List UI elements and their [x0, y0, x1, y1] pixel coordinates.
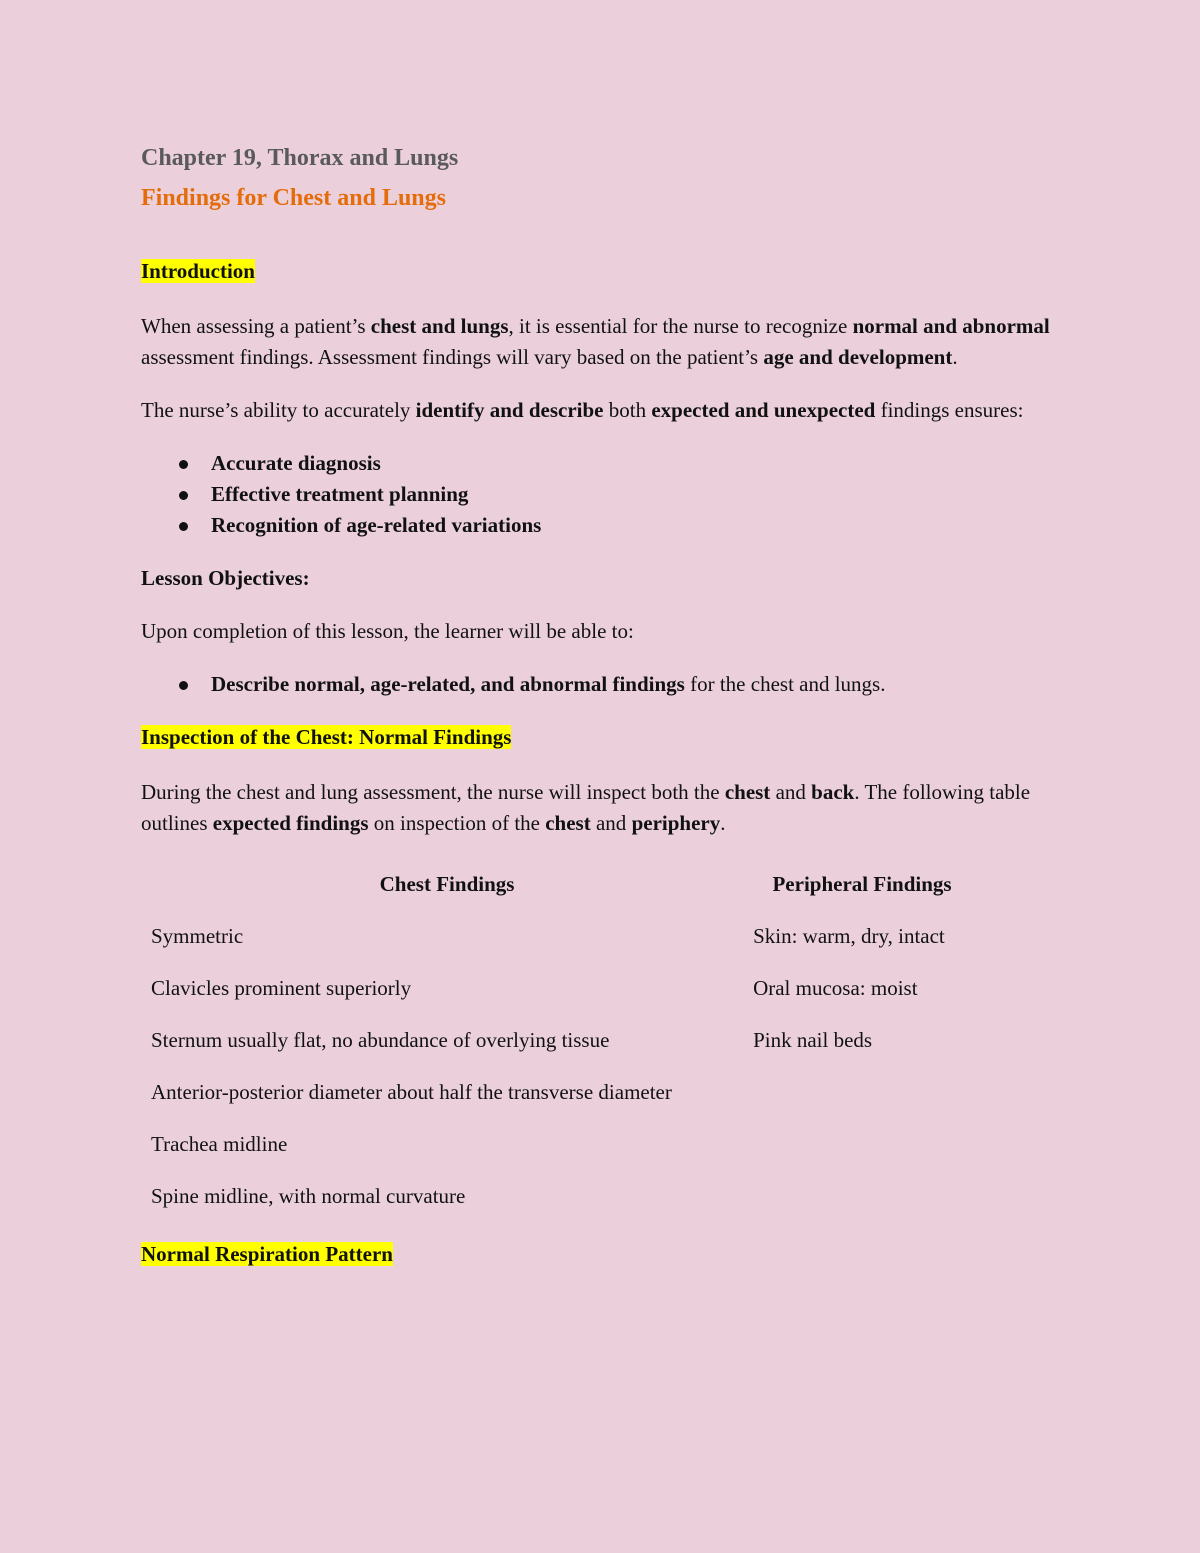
introduction-heading: Introduction: [141, 259, 255, 283]
chest-findings-column: [141, 869, 753, 1233]
chest-finding: Sternum usually flat, no abundance of overlying tissue: [151, 1028, 610, 1052]
bullet-icon: [179, 460, 188, 469]
objectives-bullet-list: [141, 669, 1071, 700]
introduction-paragraph-1: When assessing a patient’s chest and lungs, it is essential for the nurse to recognize normal and abnormal assessment findings. Assessment findings will vary based on the patient’s age and development.: [141, 314, 1050, 369]
objectives-intro: Upon completion of this lesson, the learner will be able to:: [141, 619, 634, 643]
chest-finding: Clavicles prominent superiorly: [151, 976, 412, 1000]
chest-finding: Trachea midline: [151, 1132, 288, 1156]
peripheral-finding: Pink nail beds: [753, 1028, 873, 1052]
chest-finding: Symmetric: [151, 924, 244, 948]
objectives-heading: Lesson Objectives:: [141, 566, 310, 590]
inspection-heading: Inspection of the Chest: Normal Findings: [141, 725, 512, 749]
chest-finding: Anterior-posterior diameter about half the transverse diameter: [151, 1080, 672, 1104]
bullet-icon: [179, 522, 188, 531]
peripheral-findings-header: Peripheral Findings: [772, 872, 952, 896]
list-item: Effective treatment planning: [141, 479, 1071, 510]
chest-findings-header: Chest Findings: [379, 872, 515, 896]
inspection-paragraph: During the chest and lung assessment, the nurse will inspect both the chest and back. The following table outlines expected findings on inspection of the chest and periphery.: [141, 780, 1031, 835]
peripheral-finding: Skin: warm, dry, intact: [753, 924, 945, 948]
list-item: Describe normal, age-related, and abnormal findings for the chest and lungs.: [141, 669, 1071, 700]
bullet-icon: [179, 681, 188, 690]
peripheral-findings-column: [753, 869, 1071, 1233]
chest-finding: Spine midline, with normal curvature: [151, 1184, 466, 1208]
document-content: [141, 138, 1071, 1294]
bullet-icon: [179, 491, 188, 500]
findings-table: [141, 869, 1071, 1233]
peripheral-finding: Oral mucosa: moist: [753, 976, 918, 1000]
introduction-paragraph-2: The nurse’s ability to accurately identify and describe both expected and unexpected findings ensures:: [141, 398, 1024, 422]
page-subtitle: Findings for Chest and Lungs: [141, 185, 446, 211]
respiration-heading: Normal Respiration Pattern: [141, 1242, 393, 1266]
list-item: Accurate diagnosis: [141, 448, 1071, 479]
page-title: Chapter 19, Thorax and Lungs: [141, 145, 459, 171]
list-item: Recognition of age-related variations: [141, 510, 1071, 541]
introduction-bullet-list: [141, 448, 1071, 541]
